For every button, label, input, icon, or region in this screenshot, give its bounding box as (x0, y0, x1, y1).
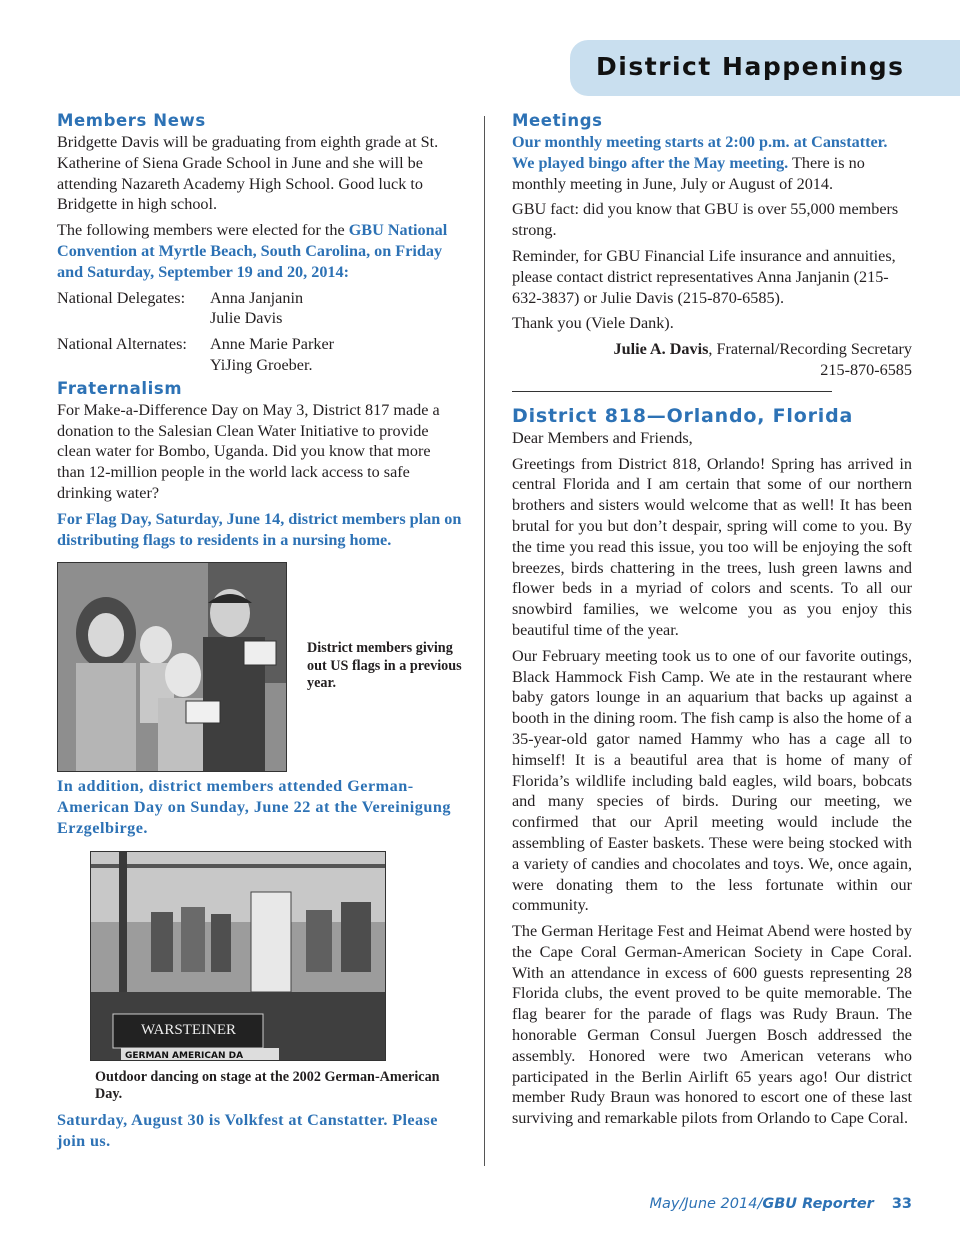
signature-name: Julie A. Davis (613, 340, 709, 359)
thank-you-paragraph: Thank you (Viele Dank). (512, 314, 674, 333)
signature-phone: 215-870-6585 (820, 360, 912, 379)
signature-title: , Fraternal/Recording Secretary (708, 340, 912, 359)
footer-publication: GBU Reporter (762, 1196, 874, 1212)
footer-issue: May/June 2014/ (649, 1196, 763, 1212)
meetings-highlight: Our monthly meeting starts at 2:00 p.m. at Canstatter. We played bingo after the May meeting. (512, 133, 888, 172)
alternates-row (57, 334, 462, 376)
signature-line (512, 339, 912, 360)
convention-highlight: GBU National Convention at Myrtle Beach, South Carolina, on Friday and Saturday, September 19 and 20, 2014: (57, 221, 448, 281)
page-footer (650, 1196, 913, 1212)
salutation: Dear Members and Friends, (512, 428, 693, 447)
meetings-text: There is no monthly meeting in June, July or August of 2014. (512, 153, 865, 193)
members-news-heading: Members News (57, 111, 206, 130)
delegate-name: Julie Davis (210, 309, 283, 328)
fraternalism-paragraph: For Make-a-Difference Day on May 3, District 817 made a donation to the Salesian Clean Water Initiative to provide clean water for Bombo, Uganda. Did you know that more than 12-million people in the world lack access to safe drinking water? (57, 400, 440, 502)
fraternalism-heading: Fraternalism (57, 378, 183, 398)
alternate-name: YiJing Groeber. (210, 355, 313, 374)
election-paragraph (57, 220, 462, 282)
delegate-name: Anna Janjanin (210, 288, 304, 307)
members-news-paragraph: Bridgette Davis will be graduating from eighth grade at St. Katherine of Siena Grade School in June and she will be attending Nazareth Academy High School. Good luck to Bridgette in high school. (57, 133, 439, 214)
photo1-block (57, 556, 462, 776)
photo2-caption: Outdoor dancing on stage at the 2002 German-American Day. (95, 1068, 440, 1103)
flag-photo (57, 562, 287, 772)
gbu-fact-paragraph: GBU fact: did you know that GBU is over 55,000 members strong. (512, 200, 899, 240)
reminder-paragraph: Reminder, for GBU Financial Life insurance and annuities, please contact district representatives Anna Janjanin (215-632-3837) or Julie Davis (215-870-6585). (512, 246, 896, 307)
page-title: District Happenings (596, 52, 905, 81)
volkfest-paragraph: Saturday, August 30 is Volkfest at Canstatter. Please join us. (57, 1110, 438, 1150)
district818-heading: District 818—Orlando, Florida (512, 404, 854, 427)
meetings-paragraph (512, 132, 912, 194)
photo2-banner-brand: WARSTEINER (141, 1021, 236, 1038)
photo2-banner-text: GERMAN AMERICAN DA (125, 1050, 244, 1060)
alternates-label: National Alternates: (57, 335, 187, 354)
left-column (57, 110, 462, 1156)
delegates-row (57, 288, 462, 330)
district818-paragraph-3: The German Heritage Fest and Heimat Abend were hosted by the Cape Coral German-American Society in Cape Coral. With an attendance in excess of 600 guests representing 28 Florida clubs, the event proved to be quite memorable. The flag bearer for the parade of flags was Rudy Braun. The honorable German Consul Juergen Bosch addressed the assembly. Honored were two American veterans who participated in the Berlin Airlift 65 years ago! Our district member Rudy Braun was honored to escort one of these last surviving and remarkable pilots from Orlando to Cape Coral. (512, 922, 912, 1128)
dancing-photo (90, 851, 386, 1061)
district818-paragraph-2: Our February meeting took us to one of our favorite outings, Black Hammock Fish Camp. We ate in the restaurant where baby gators lounge in an aquarium that backs up against a booth in the dining room. The fish camp is also the home of a 35-year-old gator named Hammy who has a cage all to himself! It is a beautiful area that is home of many of Florida’s wildlife including bald eagles, wild boars, bobcats and many species of birds. During our meeting, we confirmed that our April meeting would include the assembling of Easter baskets. These were being stocked with a variety of candies and chocolates and toys. We, once again, were donating them to the less fortunate within our community. (512, 646, 912, 915)
section-rule (512, 391, 832, 392)
district818-paragraph-1: Greetings from District 818, Orlando! Spring has arrived in central Florida and I am certain that some of our northern brothers and sisters would welcome that as well! It has been brutal for you but don’t despair, spring will come to you. By the time you read this issue, you too will be enjoying the soft breezes, birds chattering in the trees, lush green lawns and flower beds in a myriad of colors and scents. To all our snowbird families, we welcome you as you enjoy this beautiful time of the year. (512, 454, 912, 639)
photo1-caption: District members giving out US flags in a previous year. (307, 640, 462, 692)
flag-day-paragraph: For Flag Day, Saturday, June 14, district members plan on distributing flags to residents in a nursing home. (57, 509, 462, 549)
german-american-day-paragraph: In addition, district members attended German-American Day on Sunday, June 22 at the Vereinigung Erzgelbirge. (57, 777, 451, 837)
meetings-heading: Meetings (512, 111, 603, 130)
alternate-name: Anne Marie Parker (210, 335, 335, 354)
election-text: The following members were elected for the (57, 221, 349, 240)
right-column (512, 110, 912, 1134)
delegates-label: National Delegates: (57, 288, 186, 307)
column-divider (484, 116, 485, 1166)
page-number: 33 (891, 1196, 912, 1212)
